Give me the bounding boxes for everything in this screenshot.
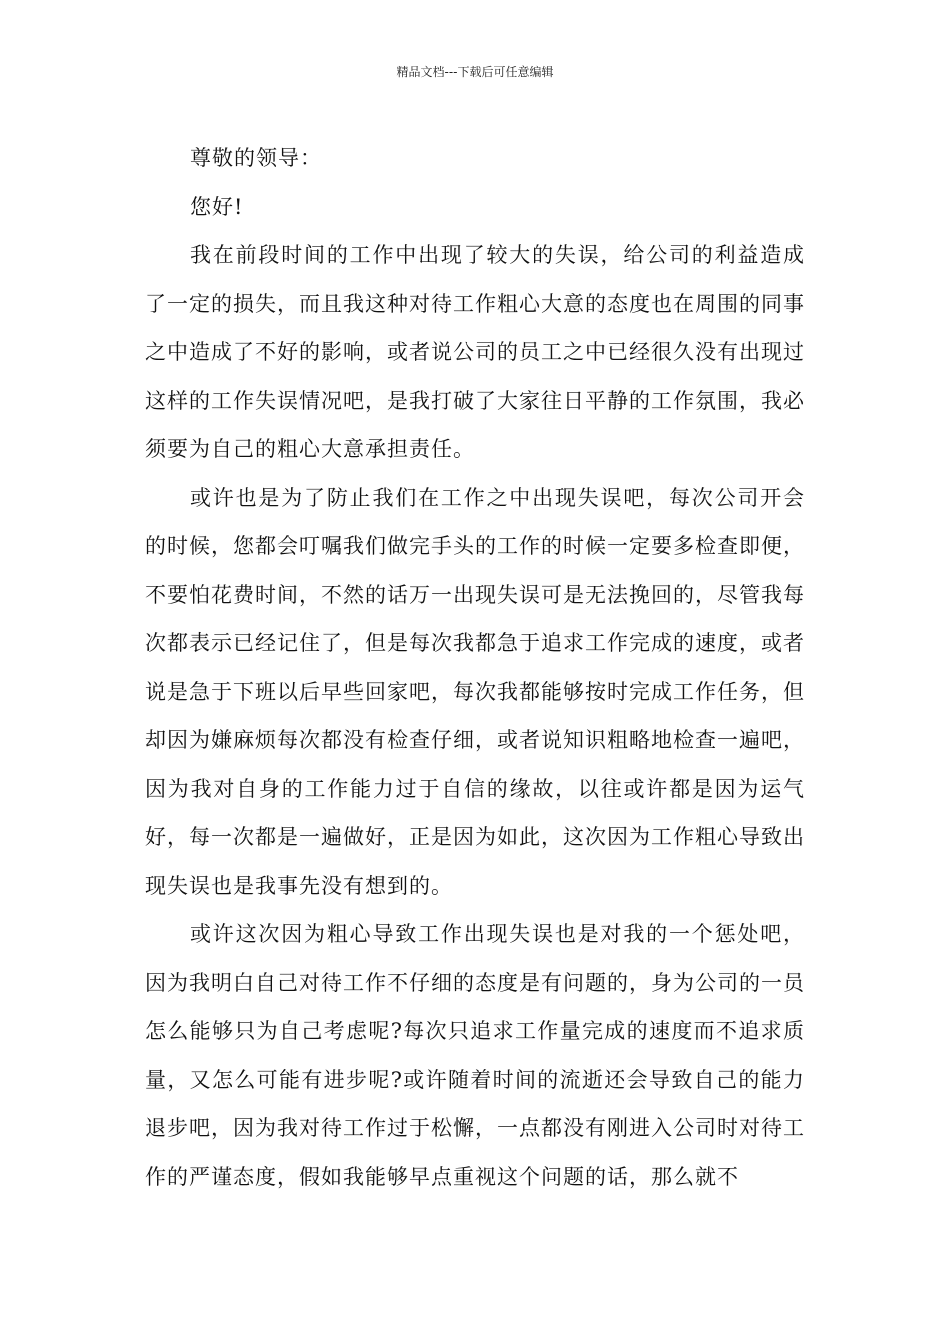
paragraph-1: 我在前段时间的工作中出现了较大的失误，给公司的利益造成了一定的损失，而且我这种对待工作粗心大意的态度也在周围的同事之中造成了不好的影响，或者说公司的员工之中已经很久没有出现过这样的工作失误情况吧，是我打破了大家往日平静的工作氛围，我必须要为自己的粗心大意承担责任。 — [145, 243, 805, 461]
greeting: 您好! — [190, 194, 244, 219]
paragraph-2: 或许也是为了防止我们在工作之中出现失误吧，每次公司开会的时候，您都会叮嘱我们做完手头的工作的时候一定要多检查即便，不要怕花费时间，不然的话万一出现失误可是无法挽回的，尽管我每次都表示已经记住了，但是每次我都急于追求工作完成的速度，或者说是急于下班以后早些回家吧，每次我都能够按时完成工作任务，但却因为嫌麻烦每次都没有检查仔细，或者说知识粗略地检查一遍吧，因为我对自身的工作能力过于自信的缘故，以往或许都是因为运气好，每一次都是一遍做好，正是因为如此，这次因为工作粗心导致出现失误也是我事先没有想到的。 — [145, 485, 805, 898]
paragraph-3: 或许这次因为粗心导致工作出现失误也是对我的一个惩处吧，因为我明白自己对待工作不仔细的态度是有问题的，身为公司的一员怎么能够只为自己考虑呢?每次只追求工作量完成的速度而不追求质量，又怎么可能有进步呢?或许随着时间的流逝还会导致自己的能力退步吧，因为我对待工作过于松懈，一点都没有刚进入公司时对待工作的严谨态度，假如我能够早点重视这个问题的话，那么就不 — [145, 922, 805, 1189]
page-header: 精品文档---下载后可任意编辑 — [396, 65, 554, 79]
letter-body — [145, 134, 805, 1201]
salutation: 尊敬的领导： — [190, 146, 322, 170]
